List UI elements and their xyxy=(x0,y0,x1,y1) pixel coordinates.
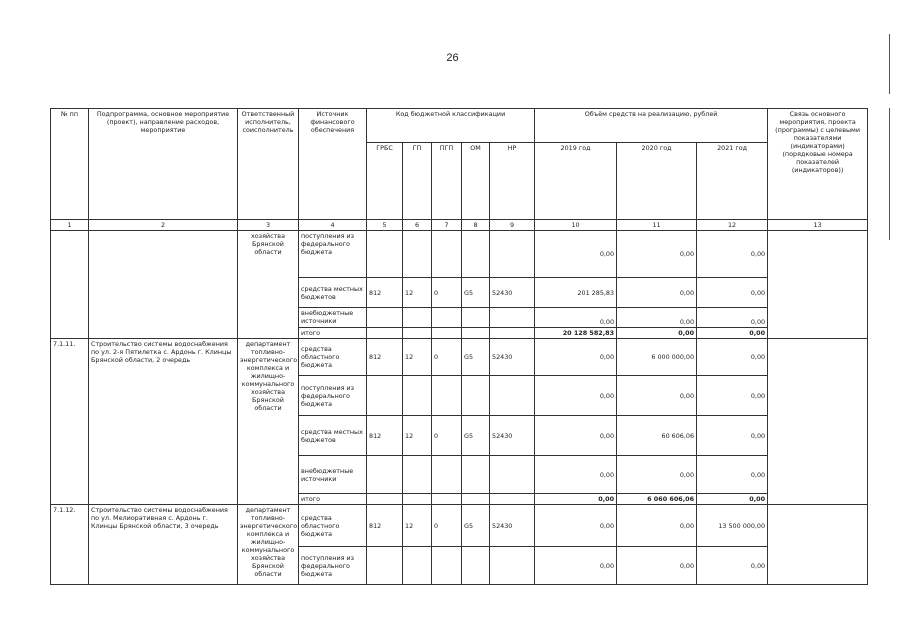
column-number: 9 xyxy=(490,220,535,231)
link-cell xyxy=(768,231,868,339)
om-cell: G5 xyxy=(462,416,490,456)
header-gp: ГП xyxy=(403,143,432,220)
grbs-cell xyxy=(367,456,403,494)
header-executor: Ответственный исполнитель, соисполнитель xyxy=(238,109,299,220)
np-cell xyxy=(490,231,535,278)
value-2020: 0,00 xyxy=(617,547,697,585)
np-cell xyxy=(490,494,535,505)
total-2019: 0,00 xyxy=(535,494,617,505)
grbs-cell xyxy=(367,231,403,278)
gp-cell xyxy=(403,494,432,505)
om-cell xyxy=(462,494,490,505)
np-cell xyxy=(490,456,535,494)
gp-cell: 12 xyxy=(403,416,432,456)
source-cell: внебюджетные источники xyxy=(299,308,367,328)
column-number: 4 xyxy=(299,220,367,231)
gp-cell xyxy=(403,547,432,585)
header-grbs: ГРБС xyxy=(367,143,403,220)
gp-cell xyxy=(403,376,432,416)
executor-cell: департамент топливно-энергетического комплекса и жилищно-коммунального хозяйства Брянской области xyxy=(238,505,299,585)
gp-cell xyxy=(403,328,432,339)
pgp-cell xyxy=(432,456,462,494)
grbs-cell xyxy=(367,494,403,505)
header-om: ОМ xyxy=(462,143,490,220)
scan-edge-mark xyxy=(889,34,890,94)
om-cell: G5 xyxy=(462,505,490,547)
column-number: 6 xyxy=(403,220,432,231)
header-link: Связь основного мероприятия, проекта (программы) с целевыми показателями (индикаторами) (порядковые номера показателей (индикаторов)) xyxy=(768,109,868,220)
value-2019: 0,00 xyxy=(535,376,617,416)
pgp-cell: 0 xyxy=(432,339,462,376)
value-2021: 0,00 xyxy=(697,308,768,328)
gp-cell xyxy=(403,456,432,494)
value-2019: 201 285,83 xyxy=(535,278,617,308)
np-cell: 52430 xyxy=(490,339,535,376)
value-2020: 0,00 xyxy=(617,376,697,416)
source-cell: итого xyxy=(299,494,367,505)
program-cell: Строительство системы водоснабжения по ул. 2-я Пятилетка с. Ардонь г. Клинцы Брянской области, 2 очередь xyxy=(89,339,238,505)
column-number: 10 xyxy=(535,220,617,231)
value-2019: 0,00 xyxy=(535,505,617,547)
source-cell: поступления из федерального бюджета xyxy=(299,231,367,278)
om-cell xyxy=(462,547,490,585)
np-cell xyxy=(490,547,535,585)
header-row-1 xyxy=(51,109,868,143)
num-cell: 7.1.11. xyxy=(51,339,89,505)
column-number: 3 xyxy=(238,220,299,231)
value-2020: 0,00 xyxy=(617,278,697,308)
gp-cell: 12 xyxy=(403,278,432,308)
header-source: Источник финансового обеспечения xyxy=(299,109,367,220)
link-cell xyxy=(768,505,868,585)
header-num: № пп xyxy=(51,109,89,220)
value-2019: 0,00 xyxy=(535,339,617,376)
executor-cell: хозяйства Брянской области xyxy=(238,231,299,339)
source-cell: внебюджетные источники xyxy=(299,456,367,494)
grbs-cell: 812 xyxy=(367,416,403,456)
om-cell xyxy=(462,376,490,416)
pgp-cell: 0 xyxy=(432,505,462,547)
total-2019: 20 128 582,83 xyxy=(535,328,617,339)
executor-cell: департамент топливно-энергетического комплекса и жилищно-коммунального хозяйства Брянской области xyxy=(238,339,299,505)
gp-cell xyxy=(403,231,432,278)
source-cell: поступления из федерального бюджета xyxy=(299,547,367,585)
num-cell: 7.1.12. xyxy=(51,505,89,585)
budget-table xyxy=(50,108,868,585)
value-2021: 0,00 xyxy=(697,231,768,278)
grbs-cell xyxy=(367,376,403,416)
link-cell xyxy=(768,339,868,505)
np-cell: 52430 xyxy=(490,505,535,547)
column-number: 8 xyxy=(462,220,490,231)
page-number: 26 xyxy=(446,52,459,64)
source-cell: поступления из федерального бюджета xyxy=(299,376,367,416)
total-2021: 0,00 xyxy=(697,328,768,339)
gp-cell: 12 xyxy=(403,505,432,547)
program-cell: Строительство системы водоснабжения по ул. Мелиоративная с. Ардонь г. Клинцы Брянской области, 3 очередь xyxy=(89,505,238,585)
table-row xyxy=(51,505,868,547)
header-pgp: ПГП xyxy=(432,143,462,220)
grbs-cell: 812 xyxy=(367,505,403,547)
value-2020: 0,00 xyxy=(617,505,697,547)
gp-cell: 12 xyxy=(403,339,432,376)
value-2020: 60 606,06 xyxy=(617,416,697,456)
value-2019: 0,00 xyxy=(535,547,617,585)
header-program: Подпрограмма, основное мероприятие (проект), направление расходов, мероприятие xyxy=(89,109,238,220)
pgp-cell xyxy=(432,231,462,278)
table-row xyxy=(51,339,868,376)
value-2019: 0,00 xyxy=(535,308,617,328)
np-cell: 52430 xyxy=(490,278,535,308)
np-cell xyxy=(490,328,535,339)
source-cell: средства местных бюджетов xyxy=(299,278,367,308)
grbs-cell: 812 xyxy=(367,278,403,308)
gp-cell xyxy=(403,308,432,328)
pgp-cell: 0 xyxy=(432,278,462,308)
header-2020: 2020 год xyxy=(617,143,697,220)
program-cell xyxy=(89,231,238,339)
table-row xyxy=(51,231,868,278)
np-cell: 52430 xyxy=(490,416,535,456)
header-budget-code: Код бюджетной классификации xyxy=(367,109,535,143)
value-2020: 6 000 000,00 xyxy=(617,339,697,376)
value-2021: 0,00 xyxy=(697,416,768,456)
total-2020: 6 060 606,06 xyxy=(617,494,697,505)
om-cell xyxy=(462,308,490,328)
np-cell xyxy=(490,308,535,328)
value-2020: 0,00 xyxy=(617,308,697,328)
value-2021: 0,00 xyxy=(697,278,768,308)
value-2021: 0,00 xyxy=(697,456,768,494)
grbs-cell xyxy=(367,547,403,585)
pgp-cell xyxy=(432,376,462,416)
total-2021: 0,00 xyxy=(697,494,768,505)
np-cell xyxy=(490,376,535,416)
value-2019: 0,00 xyxy=(535,231,617,278)
total-2020: 0,00 xyxy=(617,328,697,339)
column-number: 13 xyxy=(768,220,868,231)
column-number: 1 xyxy=(51,220,89,231)
source-cell: средства областного бюджета xyxy=(299,339,367,376)
header-volume: Объём средств на реализацию, рублей xyxy=(535,109,768,143)
pgp-cell: 0 xyxy=(432,416,462,456)
column-number: 11 xyxy=(617,220,697,231)
column-number: 2 xyxy=(89,220,238,231)
grbs-cell: 812 xyxy=(367,339,403,376)
pgp-cell xyxy=(432,328,462,339)
source-cell: средства местных бюджетов xyxy=(299,416,367,456)
grbs-cell xyxy=(367,308,403,328)
value-2021: 0,00 xyxy=(697,547,768,585)
om-cell: G5 xyxy=(462,278,490,308)
header-2019: 2019 год xyxy=(535,143,617,220)
value-2019: 0,00 xyxy=(535,456,617,494)
pgp-cell xyxy=(432,494,462,505)
om-cell xyxy=(462,328,490,339)
num-cell xyxy=(51,231,89,339)
value-2021: 0,00 xyxy=(697,376,768,416)
value-2020: 0,00 xyxy=(617,231,697,278)
om-cell xyxy=(462,231,490,278)
value-2020: 0,00 xyxy=(617,456,697,494)
value-2019: 0,00 xyxy=(535,416,617,456)
om-cell xyxy=(462,456,490,494)
pgp-cell xyxy=(432,547,462,585)
column-number: 12 xyxy=(697,220,768,231)
value-2021: 13 500 000,00 xyxy=(697,505,768,547)
pgp-cell xyxy=(432,308,462,328)
source-cell: итого xyxy=(299,328,367,339)
grbs-cell xyxy=(367,328,403,339)
value-2021: 0,00 xyxy=(697,339,768,376)
om-cell: G5 xyxy=(462,339,490,376)
column-number: 5 xyxy=(367,220,403,231)
header-2021: 2021 год xyxy=(697,143,768,220)
column-number-row xyxy=(51,220,868,231)
header-np: НР xyxy=(490,143,535,220)
scan-edge-mark xyxy=(889,108,890,240)
column-number: 7 xyxy=(432,220,462,231)
source-cell: средства областного бюджета xyxy=(299,505,367,547)
